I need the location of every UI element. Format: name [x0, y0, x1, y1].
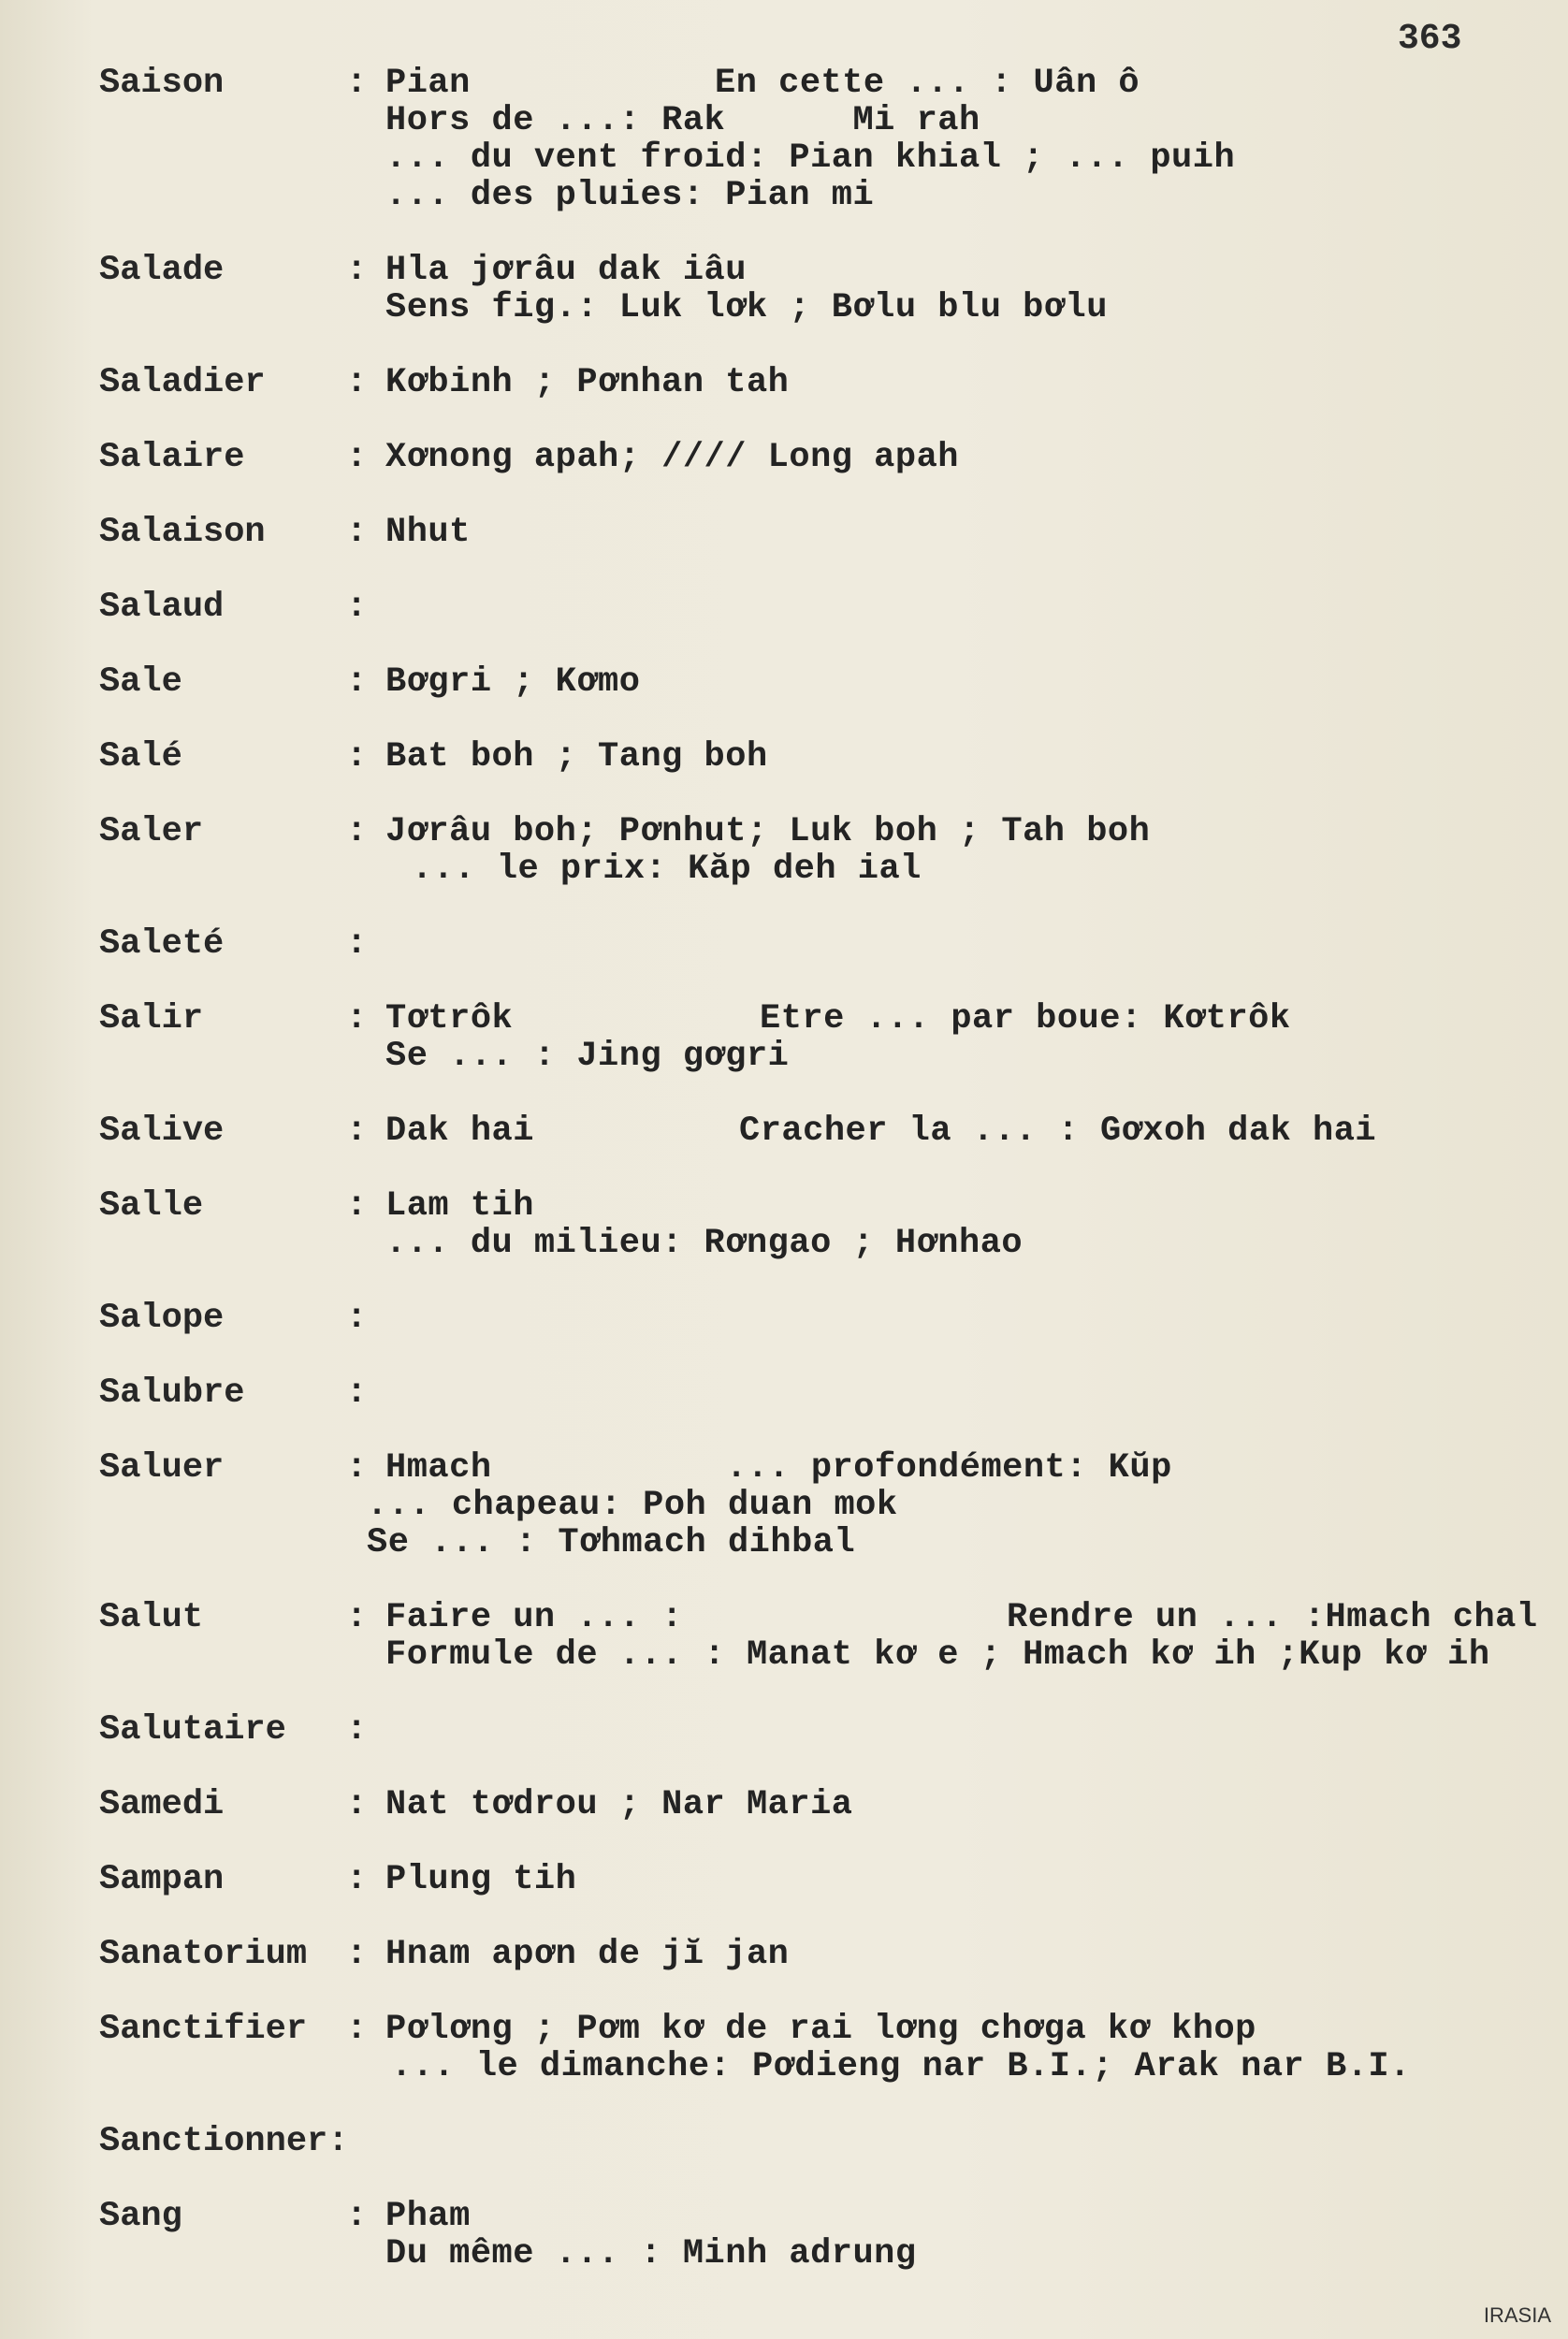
entry-term: Salir — [99, 999, 204, 1039]
entry-definition-line: Se ... : Tơhmach dihbal — [367, 1523, 856, 1562]
entry-term: Salut — [99, 1598, 204, 1637]
page-number: 363 — [1398, 19, 1462, 59]
entry-definition-line: ... le prix: Kăp deh ial — [412, 850, 922, 889]
entry-separator: : — [346, 999, 368, 1039]
entry-separator: : — [346, 1111, 368, 1151]
entry-separator: : — [346, 1710, 368, 1750]
entry-separator: : — [346, 737, 368, 777]
entry-definition-line: Bat boh ; Tang boh — [385, 737, 768, 777]
entry-definition-line: Bơgri ; Kơmo — [385, 662, 641, 702]
entry-separator: : — [346, 812, 368, 851]
entry-term: Salaire — [99, 438, 245, 477]
entry-definition-line: Jơrâu boh; Pơnhut; Luk boh ; Tah boh — [385, 812, 1151, 851]
entry-definition-line: Tơtrôk — [385, 999, 514, 1039]
entry-definition-line: ... le dimanche: Pơdieng nar B.I.; Arak nar B.I. — [391, 2047, 1411, 2086]
entry-separator: : — [346, 64, 368, 103]
entry-definition-line: Sens fig.: Luk lơk ; Bơlu blu bơlu — [385, 288, 1108, 327]
entry-definition-line: Xơnong apah; //// Long apah — [385, 438, 959, 477]
entry-term: Saison — [99, 64, 225, 103]
entry-term: Salé — [99, 737, 182, 777]
entry-term: Sampan — [99, 1860, 225, 1899]
entry-definition-line: Pian — [385, 64, 471, 103]
entry-definition-line: ... profondément: Kŭp — [726, 1448, 1172, 1488]
entry-term: Samedi — [99, 1785, 225, 1824]
entry-definition-line: Dak hai — [385, 1111, 534, 1151]
entry-definition-line: Formule de ... : Manat kơ e ; Hmach kơ ih ;Kup kơ ih — [385, 1635, 1490, 1675]
entry-term: Saler — [99, 812, 204, 851]
entry-definition-line: Se ... : Jing gơgri — [385, 1037, 790, 1076]
entry-term: Salutaire — [99, 1710, 286, 1750]
entry-term: Sanatorium — [99, 1935, 308, 1974]
entry-separator: : — [346, 1448, 368, 1488]
entry-separator: : — [346, 1860, 368, 1899]
entry-term: Saladier — [99, 363, 266, 402]
entry-definition-line: ... chapeau: Poh duan mok — [367, 1486, 898, 1525]
entry-definition-line: Hmach — [385, 1448, 492, 1488]
entry-separator: : — [346, 1935, 368, 1974]
entry-separator: : — [346, 662, 368, 702]
entry-definition-line: ... du vent froid: Pian khial ; ... puih — [385, 138, 1236, 178]
entry-separator: : — [346, 251, 368, 290]
entry-separator: : — [346, 513, 368, 552]
entry-term: Salaud — [99, 588, 225, 627]
entry-definition-line: Cracher la ... : Gơxoh dak hai — [739, 1111, 1377, 1151]
entry-separator: : — [346, 2197, 368, 2236]
entry-definition-line: ... des pluies: Pian mi — [385, 176, 875, 215]
entry-definition-line: Plung tih — [385, 1860, 577, 1899]
entry-separator: : — [346, 1186, 368, 1226]
entry-definition-line: Du même ... : Minh adrung — [385, 2234, 917, 2274]
entry-definition-line: Lam tih — [385, 1186, 534, 1226]
entry-term: Sale — [99, 662, 182, 702]
entry-term: Sanctionner: — [99, 2122, 349, 2161]
entry-separator: : — [346, 1598, 368, 1637]
entry-term: Sang — [99, 2197, 182, 2236]
entry-separator: : — [346, 1373, 368, 1413]
entry-definition-line: Hla jơrâu dak iâu — [385, 251, 747, 290]
entry-definition-line: Kơbinh ; Pơnhan tah — [385, 363, 790, 402]
entry-definition-line: Hnam apơn de jĭ jan — [385, 1935, 790, 1974]
entry-term: Salaison — [99, 513, 266, 552]
entry-separator: : — [346, 1299, 368, 1338]
entry-separator: : — [346, 1785, 368, 1824]
entry-definition-line: ... du milieu: Rơngao ; Hơnhao — [385, 1224, 1024, 1263]
entry-term: Salade — [99, 251, 225, 290]
entry-definition-line: Faire un ... : — [385, 1598, 683, 1637]
entry-definition-line: Pham — [385, 2197, 471, 2236]
watermark: IRASIA — [1483, 2303, 1551, 2327]
entry-term: Salubre — [99, 1373, 245, 1413]
entry-term: Saluer — [99, 1448, 225, 1488]
entry-separator: : — [346, 924, 368, 964]
entry-separator: : — [346, 588, 368, 627]
entry-separator: : — [346, 438, 368, 477]
entry-separator: : — [346, 363, 368, 402]
entry-term: Sanctifier — [99, 2010, 308, 2049]
entry-term: Salle — [99, 1186, 204, 1226]
entry-definition-line: Pơlơng ; Pơm kơ de rai lơng chơga kơ khop — [385, 2010, 1256, 2049]
entry-definition-line: En cette ... : Uân ô — [715, 64, 1140, 103]
entry-term: Salope — [99, 1299, 225, 1338]
entry-definition-line: Etre ... par boue: Kơtrôk — [760, 999, 1291, 1039]
entry-separator: : — [346, 2010, 368, 2049]
entry-term: Salive — [99, 1111, 225, 1151]
entry-definition-line: Rendre un ... :Hmach chal — [1007, 1598, 1538, 1637]
entry-definition-line: Hors de ...: Rak Mi rah — [385, 101, 980, 140]
entry-definition-line: Nat tơdrou ; Nar Maria — [385, 1785, 853, 1824]
entry-definition-line: Nhut — [385, 513, 471, 552]
entry-term: Saleté — [99, 924, 225, 964]
